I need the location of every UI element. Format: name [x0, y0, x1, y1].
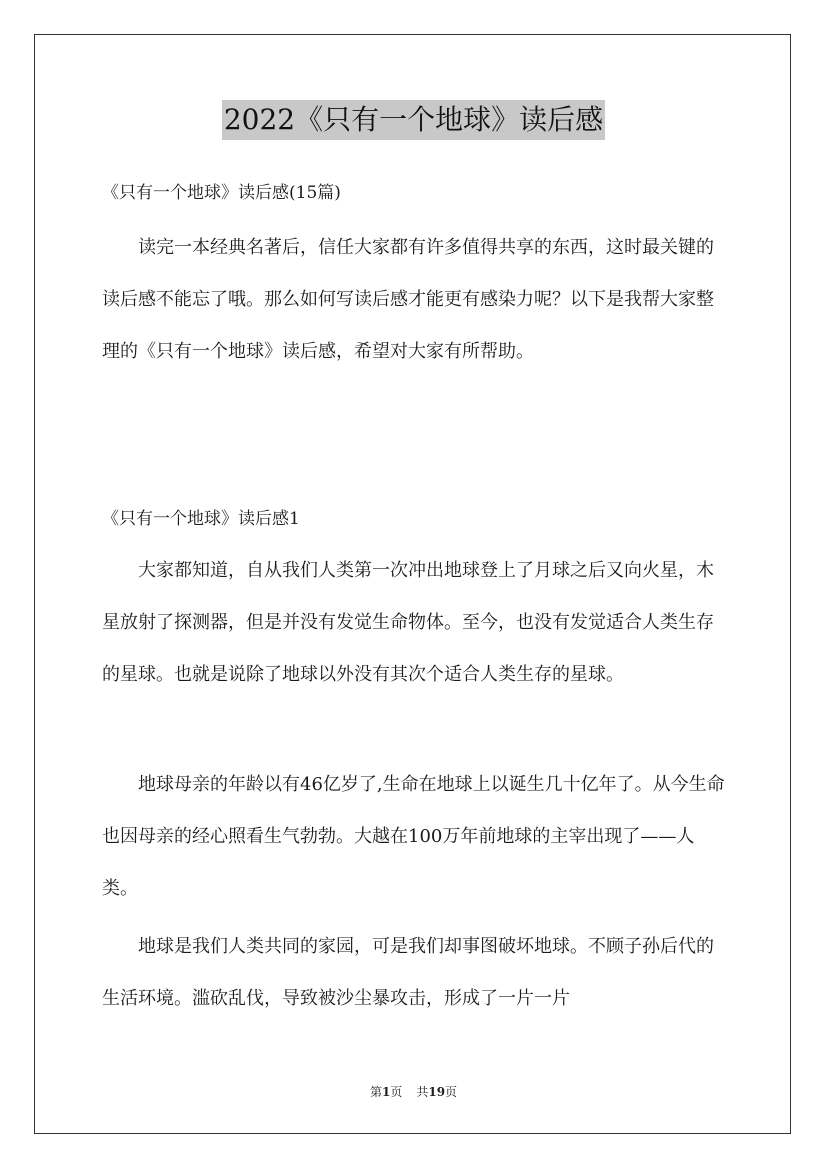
paragraph-1: 大家都知道，自从我们人类第一次冲出地球登上了月球之后又向火星，木星放射了探测器，但是并没有发觉生命物体。至今，也没有发觉适合人类生存的星球。也就是说除了地球以外没有其次个适合人类生存的星球。 [102, 560, 714, 685]
page-footer [0, 1084, 827, 1100]
paragraph-3: 地球是我们人类共同的家园，可是我们却事图破坏地球。不顾子孙后代的生活环境。滥砍乱伐，导致被沙尘暴攻击，形成了一片一片 [102, 936, 714, 1009]
page-suffix: 页 [390, 1085, 403, 1099]
document-subtitle: 《只有一个地球》读后感(15篇) [102, 183, 341, 203]
document-title: 2022《只有一个地球》读后感 [222, 100, 605, 140]
total-pages: 19 [428, 1085, 446, 1099]
page-number: 1 [381, 1085, 391, 1099]
page-prefix: 第 [369, 1085, 382, 1099]
total-suffix: 页 [445, 1085, 458, 1099]
total-prefix: 共 [416, 1085, 429, 1099]
paragraph-2: 地球母亲的年龄以有46亿岁了,生命在地球上以诞生几十亿年了。从今生命也因母亲的经心照看生气勃勃。大越在100万年前地球的主宰出现了——人类。 [102, 774, 725, 899]
title-container [0, 100, 827, 140]
section-heading: 《只有一个地球》读后感1 [102, 509, 300, 529]
intro-paragraph: 读完一本经典名著后，信任大家都有许多值得共享的东西，这时最关键的读后感不能忘了哦。那么如何写读后感才能更有感染力呢？以下是我帮大家整理的《只有一个地球》读后感，希望对大家有所帮助。 [102, 237, 714, 362]
